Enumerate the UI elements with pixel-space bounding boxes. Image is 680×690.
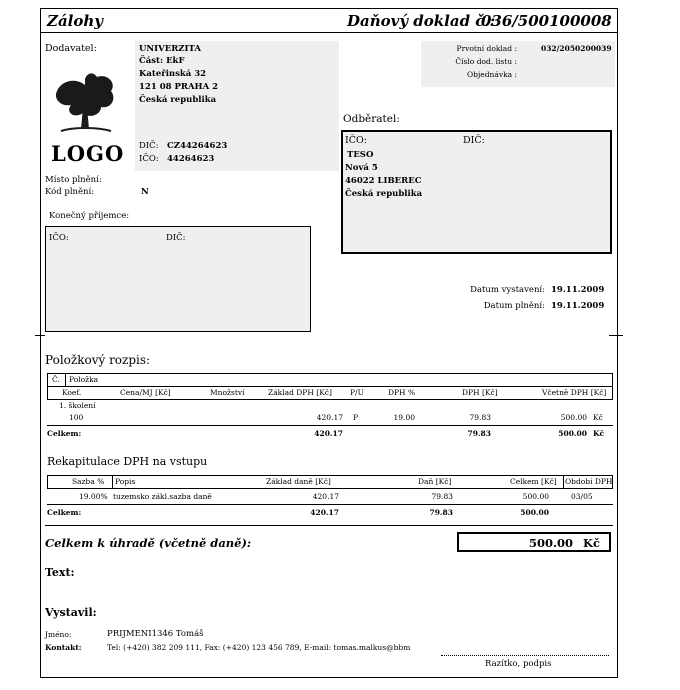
issuer-jmeno-value: PRIJMENI1346 Tomáš	[107, 629, 204, 639]
vat-col-celkem: Celkem [Kč]	[510, 477, 557, 486]
vat-row-dan: 79.83	[431, 492, 453, 501]
items-total-dph: 79.83	[467, 429, 491, 438]
items-total-label: Celkem:	[47, 429, 82, 438]
items-title: Položkový rozpis:	[45, 353, 151, 367]
fold-mark-left	[35, 335, 45, 336]
items-head-row-2	[47, 386, 613, 400]
col-koef: Koef.	[62, 388, 82, 397]
doc-number: 036/500100008	[481, 12, 612, 30]
header-title: Zálohy	[47, 12, 103, 30]
col-divider	[112, 476, 113, 488]
final-recipient-box	[45, 226, 311, 332]
invoice-page	[40, 8, 618, 678]
vat-col-popis: Popis	[115, 477, 136, 486]
items-total-currency: Kč	[593, 429, 605, 438]
issuer-jmeno-label: Jméno:	[45, 630, 72, 639]
grand-total-box	[457, 532, 611, 552]
misto-plneni-label: Místo plnění:	[45, 175, 102, 185]
grand-total-currency: Kč	[583, 536, 600, 550]
grand-total-divider	[45, 525, 613, 526]
invoice-header	[41, 9, 617, 33]
supplier-line-1: UNIVERZITA	[139, 44, 201, 54]
customer-line-2: Nová 5	[345, 163, 378, 173]
item-dph: 79.83	[469, 413, 491, 422]
col-cena: Cena/MJ [Kč]	[120, 388, 171, 397]
vat-summary-title: Rekapitulace DPH na vstupu	[47, 455, 208, 468]
col-divider	[563, 476, 564, 488]
kod-plneni-label: Kód plnění:	[45, 187, 95, 197]
stamp-label: Razítko, podpis	[485, 659, 552, 669]
col-dph: DPH [Kč]	[462, 388, 498, 397]
supplier-dic-value: CZ44264623	[167, 141, 228, 151]
customer-ico-label: IČO:	[345, 135, 368, 146]
vat-col-obdobi: Období DPH	[565, 477, 613, 486]
vat-col-sazba: Sazba %	[72, 477, 105, 486]
issuer-kontakt-value: Tel: (+420) 382 209 111, Fax: (+420) 123 456 789, E-mail: tomas.malkus@bbm	[107, 643, 411, 652]
item-pu: P	[353, 413, 359, 422]
item-currency: Kč	[593, 413, 603, 422]
vat-row-zaklad: 420.17	[312, 492, 339, 501]
vat-row-celkem: 500.00	[522, 492, 549, 501]
doc-label: Daňový doklad č.:	[347, 12, 496, 30]
supplier-line-5: Česká republika	[139, 95, 217, 105]
issuer-label: Vystavil:	[45, 606, 97, 619]
col-zaklad: Základ DPH [Kč]	[268, 388, 332, 397]
vat-total-divider	[47, 504, 613, 505]
vat-total-label: Celkem:	[47, 508, 82, 517]
vat-total-dan: 79.83	[429, 508, 453, 517]
supplier-line-3: Kateřinská 32	[139, 69, 207, 79]
issuer-kontakt-label: Kontakt:	[45, 643, 82, 652]
vat-total-zaklad: 420.17	[310, 508, 339, 517]
col-c: Č.	[52, 375, 60, 384]
supplier-ico-label: IČO:	[139, 154, 159, 164]
items-total-vcetne: 500.00	[558, 429, 587, 438]
supplier-line-4: 121 08 PRAHA 2	[139, 82, 219, 92]
col-pu: P/U	[350, 388, 364, 397]
customer-box	[341, 130, 612, 254]
final-recipient-label: Konečný příjemce:	[49, 211, 130, 221]
vat-row-sazba: 19.00%	[79, 492, 108, 501]
vystaveni-label: Datum vystavení:	[470, 285, 545, 295]
customer-dic-label: DIČ:	[463, 135, 485, 146]
col-vcetne: Včetně DPH [Kč]	[542, 388, 607, 397]
vystaveni-value: 19.11.2009	[551, 285, 605, 295]
item-name: 1. školení	[59, 401, 96, 410]
col-dph-pct: DPH %	[388, 388, 416, 397]
item-dph-pct: 19.00	[393, 413, 415, 422]
col-mnozstvi: Množství	[210, 388, 245, 397]
items-head-row-1	[47, 373, 613, 387]
grand-total-label: Celkem k úhradě (včetně daně):	[45, 536, 252, 550]
supplier-dic-label: DIČ:	[139, 141, 159, 151]
text-label: Text:	[45, 566, 75, 579]
item-koef: 100	[69, 413, 84, 422]
vat-total-celkem: 500.00	[520, 508, 549, 517]
fold-mark-right	[609, 335, 623, 336]
customer-line-3: 46022 LIBEREC	[345, 176, 422, 186]
plneni-label: Datum plnění:	[483, 301, 545, 311]
grand-total-value: 500.00	[528, 536, 573, 550]
vat-row-popis: tuzemsko zákl.sazba daně	[113, 492, 212, 501]
item-zaklad: 420.17	[316, 413, 343, 422]
col-polozka: Položka	[69, 375, 99, 384]
kod-plneni-value: N	[141, 187, 149, 197]
prvotni-label: Prvotní doklad :	[456, 44, 517, 53]
plneni-value: 19.11.2009	[551, 301, 605, 311]
vat-head-row	[47, 475, 613, 489]
objednavka-label: Objednávka :	[467, 70, 517, 79]
tree-logo-icon	[47, 67, 123, 137]
customer-label: Odběratel:	[343, 113, 400, 125]
final-recipient-ico-label: IČO:	[49, 233, 69, 243]
prvotni-value: 032/2050200039	[541, 44, 612, 53]
dod-list-label: Číslo dod. listu :	[455, 57, 517, 66]
supplier-ico-value: 44264623	[167, 154, 215, 164]
items-total-divider	[47, 425, 613, 426]
signature-line	[441, 655, 609, 656]
vat-row-obdobi: 03/05	[571, 492, 593, 501]
supplier-line-2: Část: EkF	[139, 56, 185, 66]
supplier-label: Dodavatel:	[45, 43, 97, 54]
customer-line-1: TESO	[347, 150, 374, 160]
item-vcetne: 500.00	[560, 413, 587, 422]
final-recipient-dic-label: DIČ:	[166, 233, 186, 243]
col-divider	[65, 374, 66, 386]
vat-col-dan: Daň [Kč]	[418, 477, 452, 486]
items-total-zaklad: 420.17	[314, 429, 343, 438]
vat-col-zaklad: Základ daně [Kč]	[266, 477, 331, 486]
logo-text: LOGO	[51, 141, 125, 166]
customer-line-4: Česká republika	[345, 189, 423, 199]
